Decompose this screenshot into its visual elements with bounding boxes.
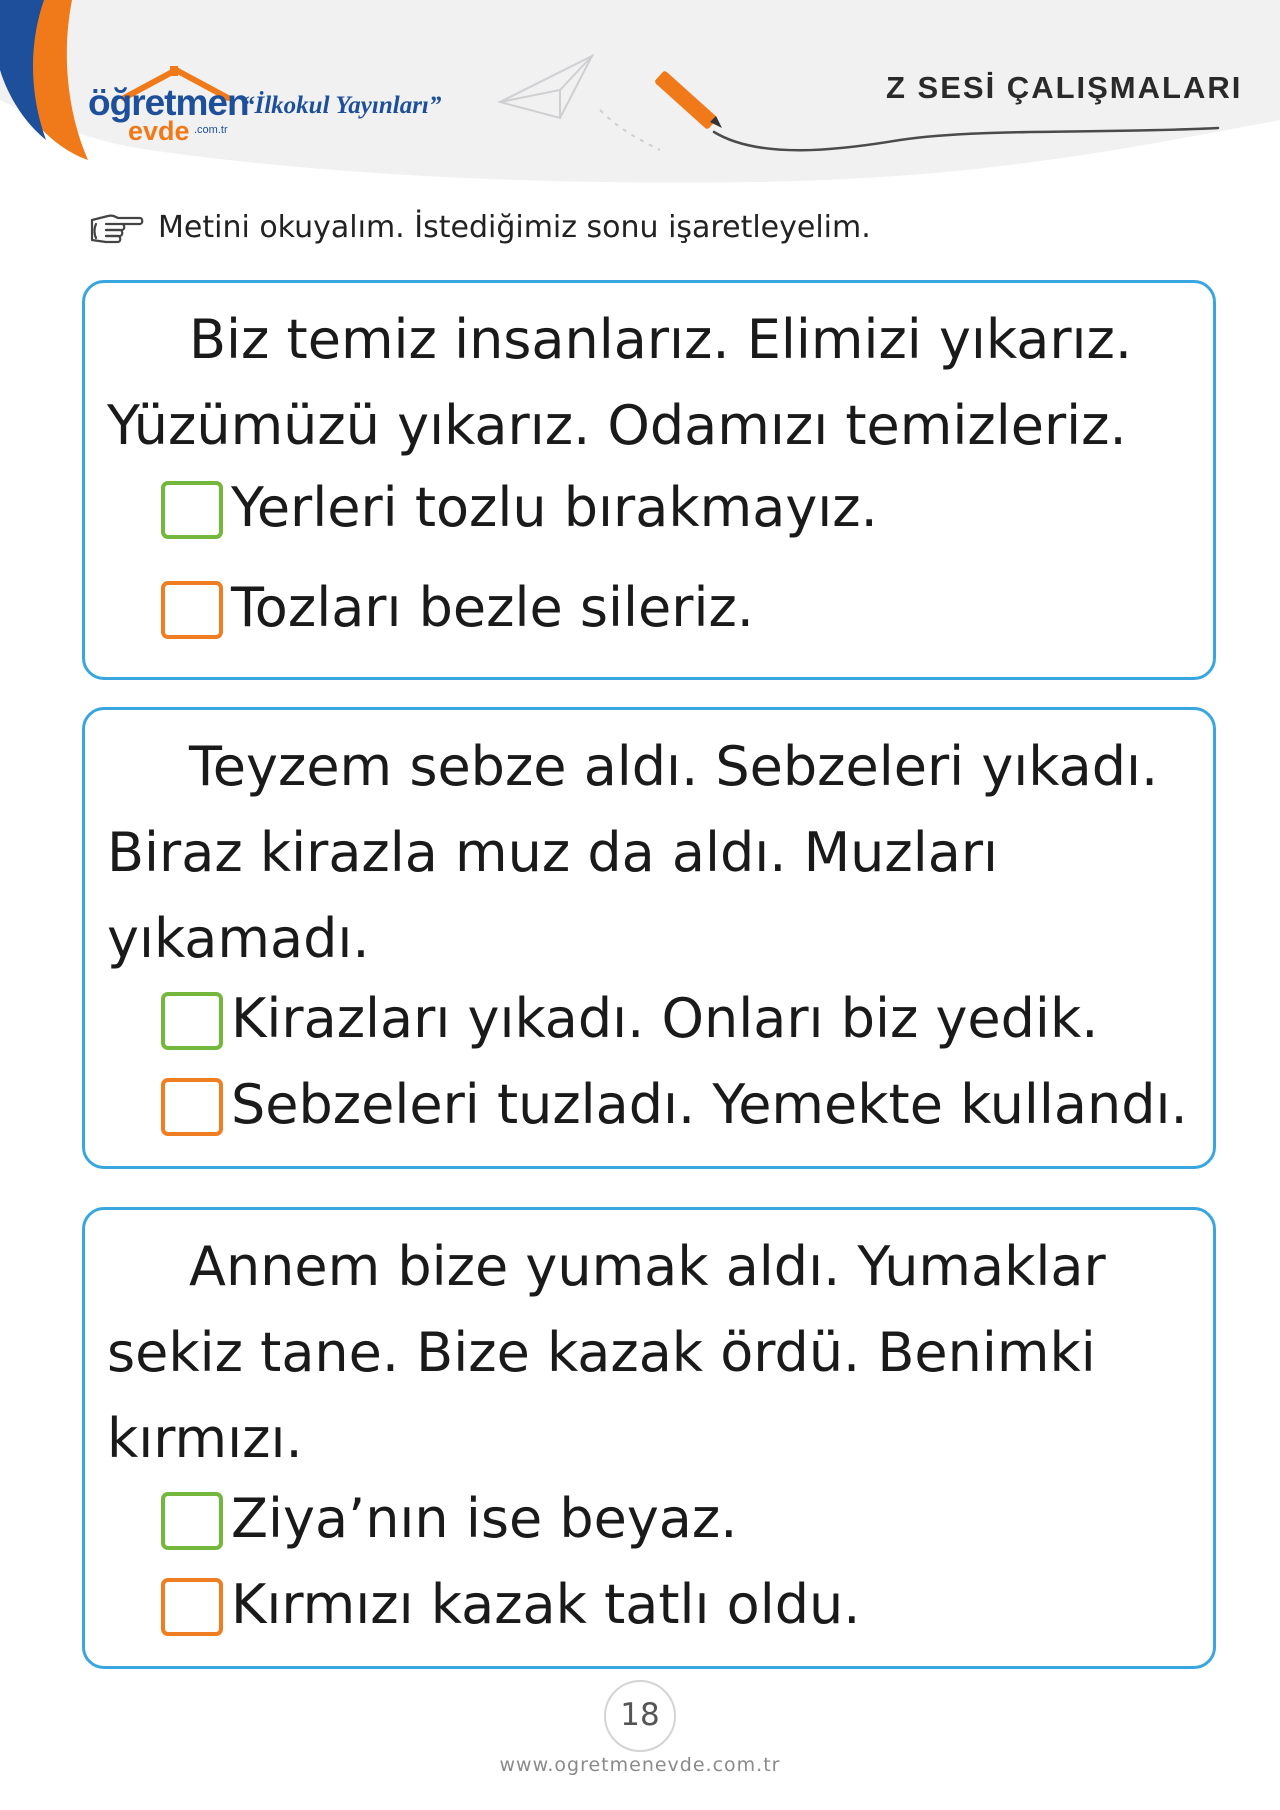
page-number: 18 (604, 1680, 676, 1752)
exercise-card-2 (82, 707, 1216, 1169)
page-title: Z SESİ ÇALIŞMALARI (886, 70, 1243, 105)
option-text: Kırmızı kazak tatlı oldu. (231, 1573, 861, 1636)
logo-sub-text: evde (128, 116, 190, 146)
option-text: Kirazları yıkadı. Onları biz yedik. (231, 987, 1099, 1050)
checkbox-orange[interactable] (161, 1578, 223, 1636)
pointing-hand-icon (88, 206, 144, 250)
exercise-passage: Biz temiz insanlarız. Elimizi yıkarız. Yüzümüzü yıkarız. Odamızı temizleriz. (107, 308, 1133, 457)
option-text: Tozları bezle sileriz. (231, 576, 754, 639)
checkbox-green[interactable] (161, 1492, 223, 1550)
checkbox-green[interactable] (161, 481, 223, 539)
instruction-text: Metini okuyalım. İstediğimiz sonu işaretleyelim. (158, 210, 871, 245)
exercise-passage: Teyzem sebze aldı. Sebzeleri yıkadı. Biraz kirazla muz da aldı. Muzları yıkamadı. (107, 735, 1159, 970)
footer-url: www.ogretmenevde.com.tr (499, 1754, 781, 1776)
exercise-card-1 (82, 280, 1216, 680)
checkbox-green[interactable] (161, 992, 223, 1050)
exercise-card-3 (82, 1207, 1216, 1669)
logo-main-text: öğretmen (88, 82, 249, 123)
publisher-tagline: “İlkokul Yayınları” (242, 92, 442, 119)
option-text: Yerleri tozlu bırakmayız. (231, 476, 878, 539)
option-text: Ziya’nın ise beyaz. (231, 1487, 738, 1550)
exercise-passage: Annem bize yumak aldı. Yumaklar sekiz tane. Bize kazak ördü. Benimki kırmızı. (107, 1235, 1106, 1470)
checkbox-orange[interactable] (161, 581, 223, 639)
option-text: Sebzeleri tuzladı. Yemekte kullandı. (231, 1073, 1188, 1136)
checkbox-orange[interactable] (161, 1078, 223, 1136)
logo-domain-text: .com.tr (194, 124, 228, 136)
